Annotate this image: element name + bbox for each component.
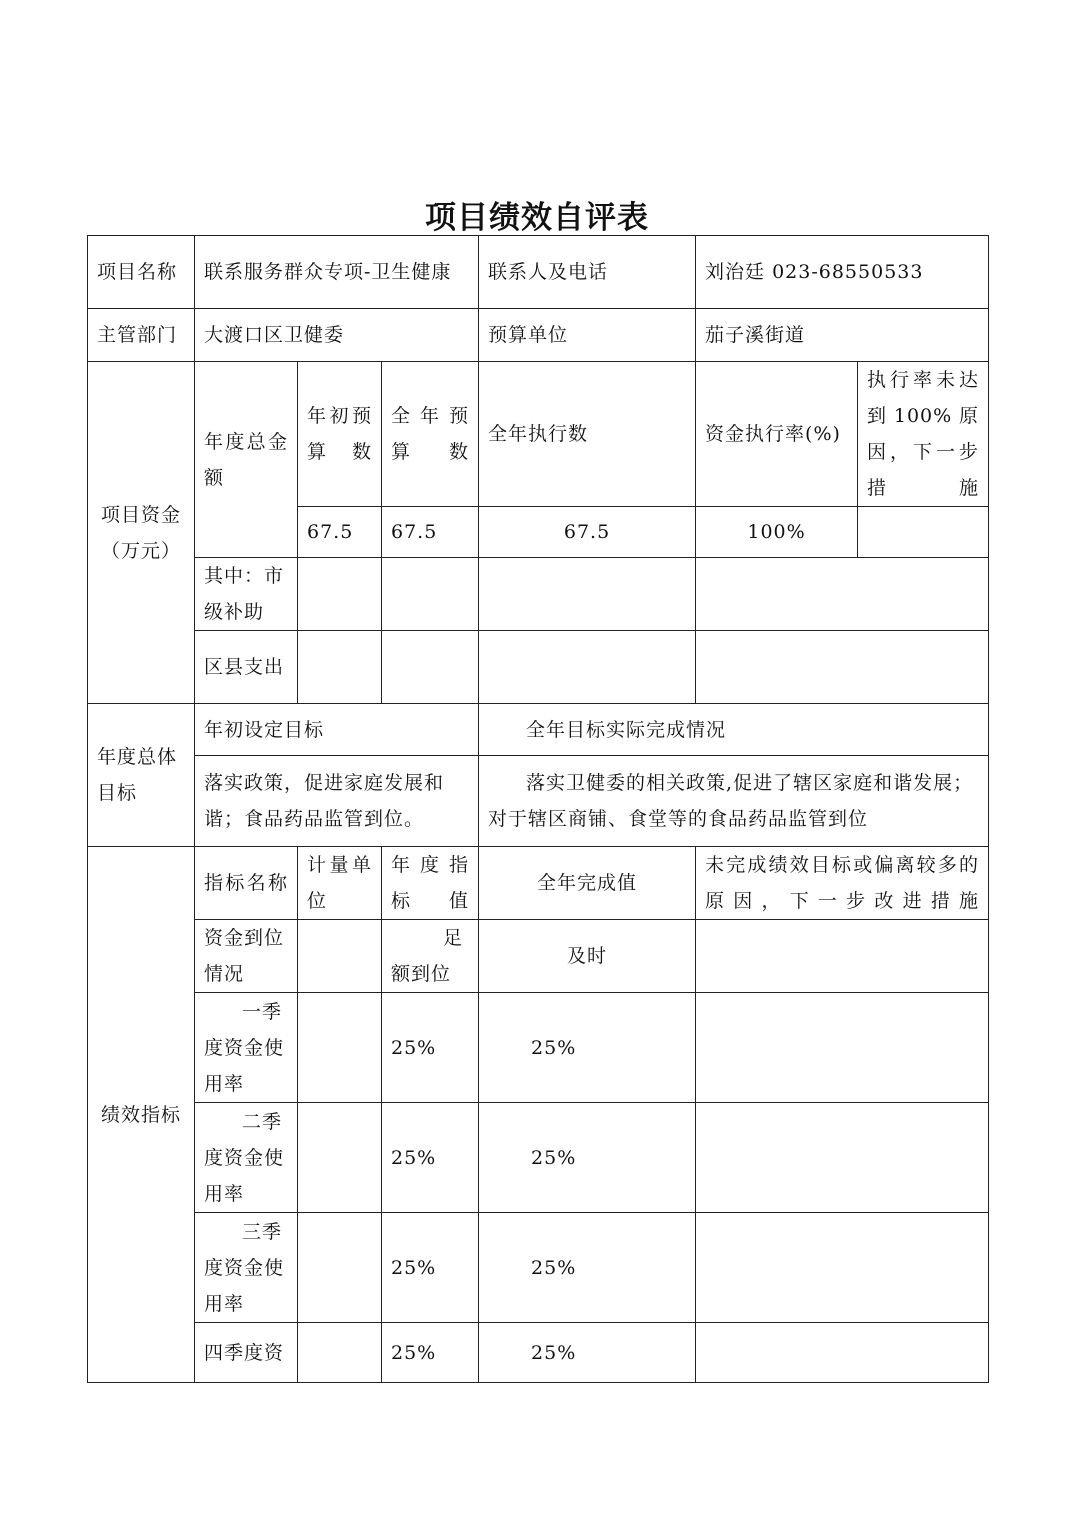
- ind-row-name: 三季度资金使用率: [195, 1213, 298, 1323]
- table-row: [88, 993, 989, 1103]
- ind-row-unit: [298, 920, 382, 993]
- ind-row-done: 25%: [479, 1103, 696, 1213]
- ind-row-target: 25%: [382, 1103, 479, 1213]
- performance-table: [87, 235, 989, 1383]
- funds-city-rate: [696, 558, 989, 631]
- project-name-value: 联系服务群众专项-卫生健康: [195, 236, 479, 309]
- goals-set-text: 落实政策，促进家庭发展和谐；食品药品监管到位。: [195, 756, 479, 847]
- ind-col-reason: 未完成绩效目标或偏离较多的原因，下一步改进措施: [696, 847, 989, 920]
- funds-col-rate: 资金执行率(%): [696, 362, 858, 507]
- table-row: [88, 920, 989, 993]
- ind-row-reason: [696, 1323, 989, 1383]
- funds-executed-value: 67.5: [479, 507, 696, 558]
- funds-col-reason: 执行率未达到100%原因，下一步措施: [858, 362, 989, 507]
- ind-row-done: 及时: [479, 920, 696, 993]
- funds-col-initial: 年初预算数: [298, 362, 382, 507]
- budget-unit-value: 茄子溪街道: [696, 309, 989, 362]
- funds-col-executed: 全年执行数: [479, 362, 696, 507]
- indicators-label: 绩效指标: [88, 847, 195, 1383]
- funds-col-total: 年度总金额: [195, 362, 298, 558]
- ind-row-done: 25%: [479, 993, 696, 1103]
- funds-reason-value: [858, 507, 989, 558]
- dept-value: 大渡口区卫健委: [195, 309, 479, 362]
- contact-value: 刘治廷 023-68550533: [696, 236, 989, 309]
- ind-col-done: 全年完成值: [479, 847, 696, 920]
- ind-row-unit: [298, 1213, 382, 1323]
- ind-row-name: 四季度资: [195, 1323, 298, 1383]
- table-row: [88, 1103, 989, 1213]
- funds-city-annual: [382, 558, 479, 631]
- funds-city-executed: [479, 558, 696, 631]
- funds-label: 项目资金（万元）: [88, 362, 195, 704]
- funds-district-initial: [298, 631, 382, 704]
- goals-set-label: 年初设定目标: [195, 704, 479, 756]
- funds-district-executed: [479, 631, 696, 704]
- ind-row-done: 25%: [479, 1323, 696, 1383]
- ind-row-name: 资金到位情况: [195, 920, 298, 993]
- ind-row-name: 一季度资金使用率: [195, 993, 298, 1103]
- ind-row-unit: [298, 1323, 382, 1383]
- dept-label: 主管部门: [88, 309, 195, 362]
- funds-rate-value: 100%: [696, 507, 858, 558]
- project-name-label: 项目名称: [88, 236, 195, 309]
- ind-row-done: 25%: [479, 1213, 696, 1323]
- ind-row-unit: [298, 1103, 382, 1213]
- ind-row-reason: [696, 993, 989, 1103]
- funds-initial-value: 67.5: [298, 507, 382, 558]
- funds-district-annual: [382, 631, 479, 704]
- table-row: [88, 1213, 989, 1323]
- funds-district-rate: [696, 631, 989, 704]
- ind-row-reason: [696, 1213, 989, 1323]
- ind-col-target: 年度指标值: [382, 847, 479, 920]
- ind-row-target: 25%: [382, 993, 479, 1103]
- table-row: [88, 1323, 989, 1383]
- ind-row-target: 25%: [382, 1213, 479, 1323]
- funds-city-initial: [298, 558, 382, 631]
- ind-row-reason: [696, 920, 989, 993]
- ind-row-target: 25%: [382, 1323, 479, 1383]
- ind-row-reason: [696, 1103, 989, 1213]
- ind-col-name: 指标名称: [195, 847, 298, 920]
- contact-label: 联系人及电话: [479, 236, 696, 309]
- funds-row-city: 其中：市级补助: [195, 558, 298, 631]
- goals-actual-text: 落实卫健委的相关政策,促进了辖区家庭和谐发展；对于辖区商铺、食堂等的食品药品监管到位: [479, 756, 989, 847]
- goals-label: 年度总体目标: [88, 704, 195, 847]
- page-title: 项目绩效自评表: [425, 200, 649, 236]
- budget-unit-label: 预算单位: [479, 309, 696, 362]
- ind-row-name: 二季度资金使用率: [195, 1103, 298, 1213]
- funds-row-district: 区县支出: [195, 631, 298, 704]
- goals-actual-label: 全年目标实际完成情况: [479, 704, 989, 756]
- ind-row-unit: [298, 993, 382, 1103]
- funds-annual-value: 67.5: [382, 507, 479, 558]
- funds-col-annual: 全年预算数: [382, 362, 479, 507]
- ind-col-unit: 计量单位: [298, 847, 382, 920]
- ind-row-target: 足额到位: [382, 920, 479, 993]
